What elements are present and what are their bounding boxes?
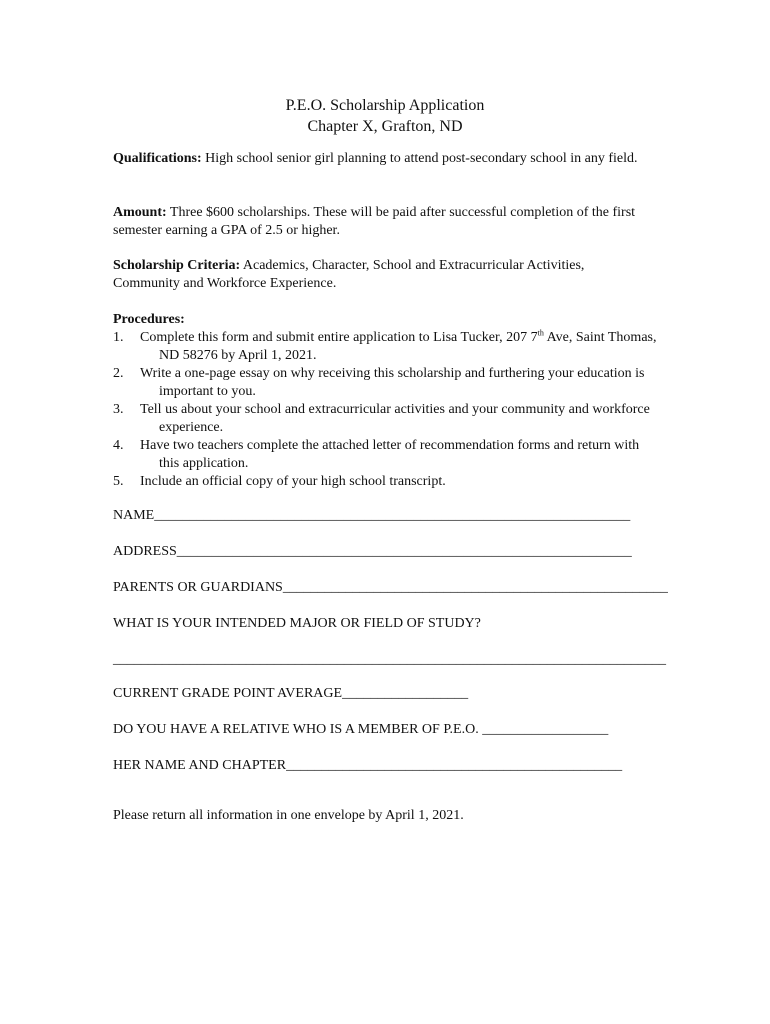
- chapter-field[interactable]: HER NAME AND CHAPTER________________________________________________: [113, 758, 623, 773]
- gpa-field[interactable]: CURRENT GRADE POINT AVERAGE__________________: [113, 686, 469, 701]
- list-text: Tell us about your school and extracurricular activities and your community and workforce experience.: [140, 402, 650, 435]
- name-field[interactable]: NAME____________________________________________________________________: [113, 508, 631, 523]
- procedures-heading: Procedures:: [113, 312, 185, 327]
- list-item: [113, 401, 658, 437]
- amount-paragraph: [113, 204, 653, 240]
- document-title: P.E.O. Scholarship Application: [285, 97, 485, 114]
- criteria-label: Scholarship Criteria:: [113, 258, 241, 273]
- relative-member-field[interactable]: DO YOU HAVE A RELATIVE WHO IS A MEMBER OF P.E.O. __________________: [113, 722, 609, 737]
- major-question: WHAT IS YOUR INTENDED MAJOR OR FIELD OF STUDY?: [113, 616, 481, 631]
- qualifications-paragraph: [113, 150, 653, 168]
- list-number: 2.: [113, 366, 124, 381]
- list-item: [113, 473, 658, 491]
- parents-field[interactable]: PARENTS OR GUARDIANS_______________________________________________________: [113, 580, 668, 595]
- list-text: Include an official copy of your high school transcript.: [140, 474, 446, 489]
- list-number: 5.: [113, 474, 124, 489]
- qualifications-text: High school senior girl planning to attend post-secondary school in any field.: [201, 151, 638, 166]
- list-number: 1.: [113, 330, 124, 345]
- list-item: [113, 437, 658, 473]
- qualifications-label: Qualifications:: [113, 151, 202, 166]
- criteria-text: Academics, Character, School and Extracurricular Activities, Community and Workforce Experience.: [113, 258, 585, 291]
- list-text-continued: Ave, Saint Thomas, ND 58276 by April 1, 2021.: [159, 330, 657, 363]
- list-item: [113, 329, 658, 365]
- ordinal-suffix: th: [537, 328, 544, 338]
- list-text: Write a one-page essay on why receiving this scholarship and furthering your education is important to you.: [140, 366, 645, 399]
- list-number: 3.: [113, 402, 124, 417]
- amount-text: Three $600 scholarships. These will be paid after successful completion of the first semester earning a GPA of 2.5 or higher.: [113, 205, 636, 238]
- list-text: Have two teachers complete the attached letter of recommendation forms and return with this application.: [140, 438, 640, 471]
- document-subtitle: Chapter X, Grafton, ND: [307, 118, 463, 135]
- amount-label: Amount:: [113, 205, 167, 220]
- major-answer-line[interactable]: _______________________________________________________________________________: [113, 652, 666, 667]
- criteria-paragraph: [113, 257, 653, 293]
- list-text: Complete this form and submit entire application to Lisa Tucker, 207 7: [140, 330, 538, 345]
- address-field[interactable]: ADDRESS_________________________________________________________________: [113, 544, 632, 559]
- procedures-list: [113, 329, 658, 491]
- list-number: 4.: [113, 438, 124, 453]
- list-item: [113, 365, 658, 401]
- return-instructions: Please return all information in one envelope by April 1, 2021.: [113, 808, 464, 823]
